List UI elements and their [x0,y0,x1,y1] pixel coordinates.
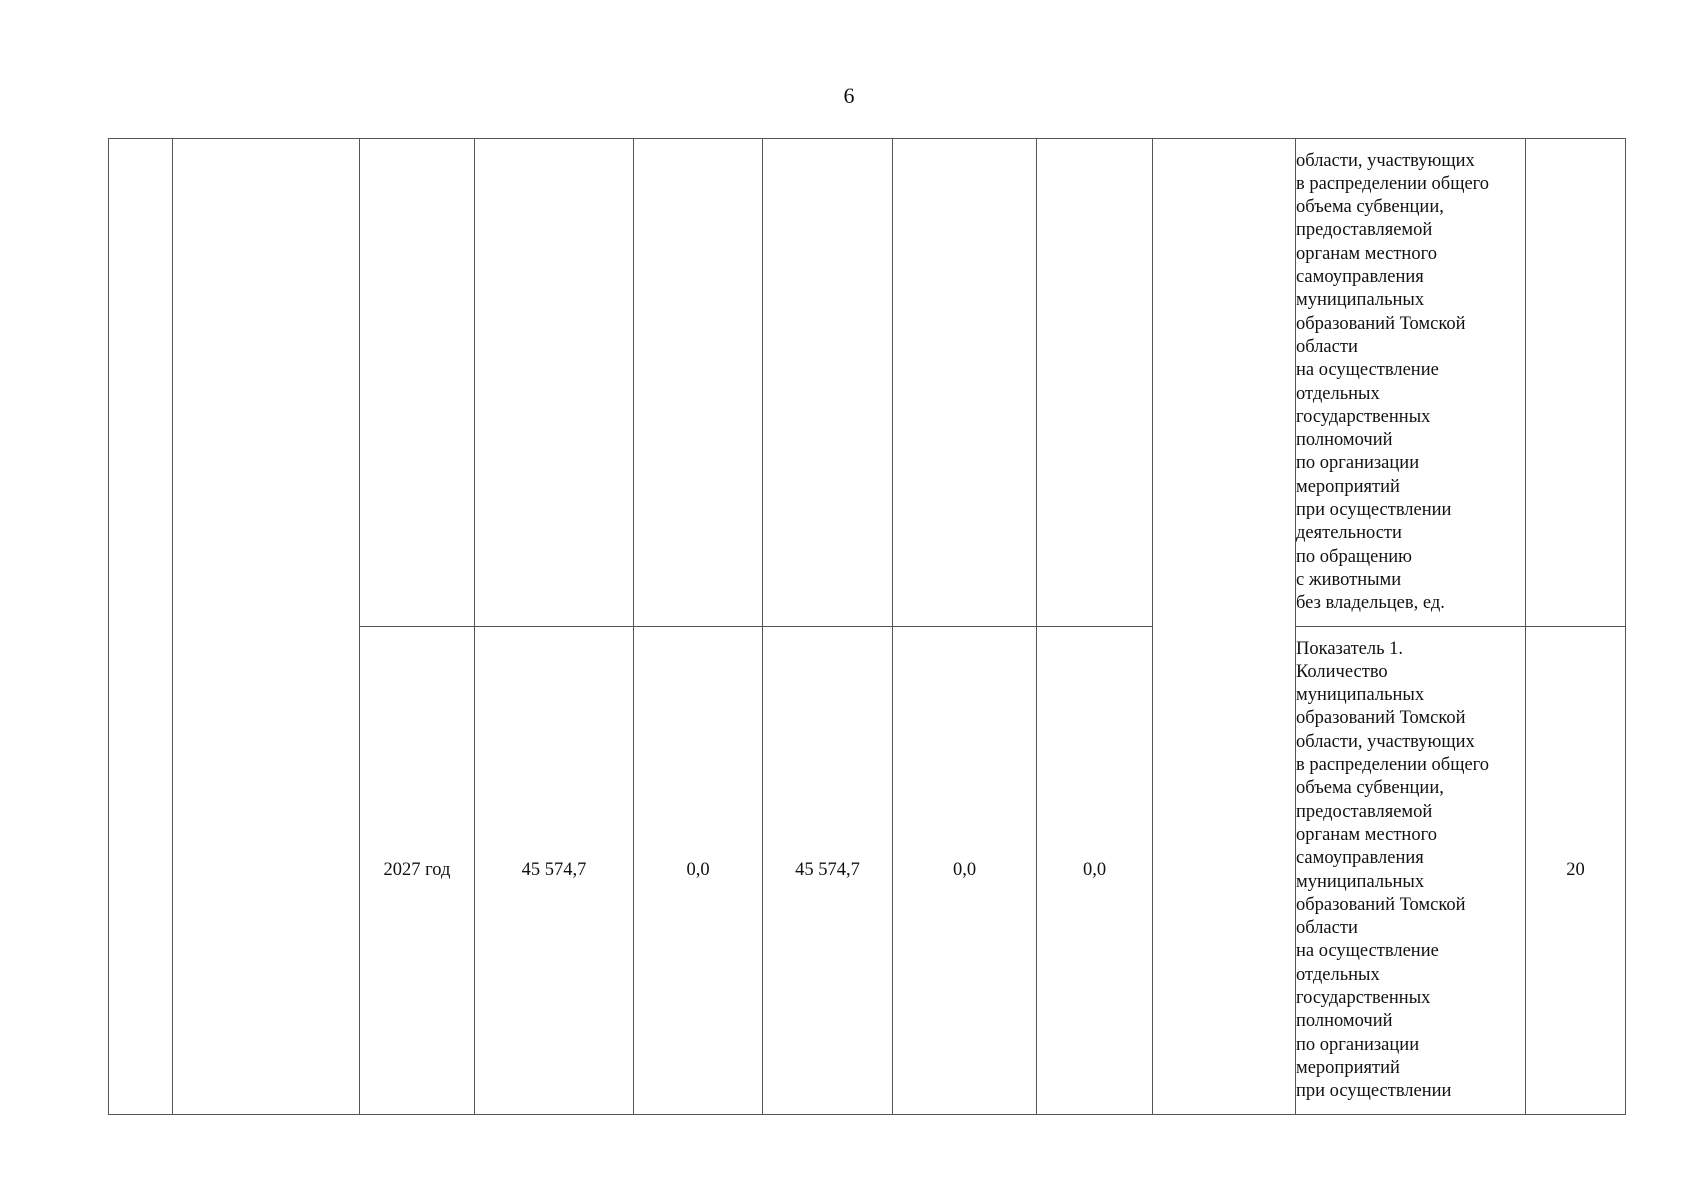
indicator-line: при осуществлении [1296,1081,1452,1102]
cell-name [173,139,360,1115]
indicator-line: предоставляемой [1296,801,1433,822]
indicator-line: полномочий [1296,1011,1393,1032]
indicator-line: Показатель 1. [1296,638,1404,659]
indicator-line: по организации [1296,1034,1420,1055]
cell-federal [634,139,763,627]
cell-year: 2027 год [360,627,475,1115]
indicator-line: области [1296,918,1358,939]
indicator-line: без владельцев, ед. [1296,593,1445,614]
indicator-line: муниципальных [1296,685,1425,706]
indicator-line: на осуществление [1296,941,1439,962]
indicator-line: мероприятий [1296,476,1400,497]
indicator-line: отдельных [1296,383,1380,404]
indicator-line: на осуществление [1296,360,1439,381]
cell-regional: 45 574,7 [763,627,893,1115]
table-row [109,139,1626,627]
cell-local: 0,0 [893,627,1037,1115]
cell-index [109,139,173,1115]
indicator-line: образований Томской [1296,894,1466,915]
indicator-value-cell [1526,139,1626,627]
cell-other [1037,139,1153,627]
indicator-text [1296,150,1525,616]
cell-year [360,139,475,627]
indicator-line: полномочий [1296,430,1393,451]
cell-total: 45 574,7 [475,627,634,1115]
indicator-line: самоуправления [1296,267,1424,288]
cell-other: 0,0 [1037,627,1153,1115]
indicator-line: по обращению [1296,546,1412,567]
indicator-line: органам местного [1296,824,1437,845]
indicator-line: Количество [1296,661,1388,682]
indicator-line: области, участвующих [1296,150,1475,171]
page-number: 6 [843,83,855,108]
indicator-cell [1296,627,1526,1115]
indicator-line: с животными [1296,569,1402,590]
budget-table [108,138,1626,1115]
cell-federal: 0,0 [634,627,763,1115]
indicator-line: государственных [1296,406,1431,427]
indicator-line: органам местного [1296,243,1437,264]
indicator-line: образований Томской [1296,313,1466,334]
indicator-line: образований Томской [1296,708,1466,729]
indicator-line: области [1296,336,1358,357]
indicator-line: области, участвующих [1296,731,1475,752]
cell-responsible [1153,139,1296,1115]
indicator-line: при осуществлении [1296,499,1452,520]
indicator-line: объема субвенции, [1296,778,1444,799]
indicator-text [1296,638,1525,1104]
indicator-line: муниципальных [1296,290,1425,311]
indicator-line: мероприятий [1296,1057,1400,1078]
indicator-line: деятельности [1296,523,1402,544]
indicator-line: объема субвенции, [1296,197,1444,218]
indicator-line: в распределении общего [1296,173,1490,194]
indicator-line: муниципальных [1296,871,1425,892]
indicator-line: государственных [1296,987,1431,1008]
indicator-line: отдельных [1296,964,1380,985]
indicator-value-cell: 20 [1526,627,1626,1115]
indicator-line: самоуправления [1296,848,1424,869]
indicator-line: по организации [1296,453,1420,474]
indicator-line: предоставляемой [1296,220,1433,241]
cell-total [475,139,634,627]
cell-regional [763,139,893,627]
cell-local [893,139,1037,627]
indicator-cell [1296,139,1526,627]
indicator-line: в распределении общего [1296,755,1490,776]
